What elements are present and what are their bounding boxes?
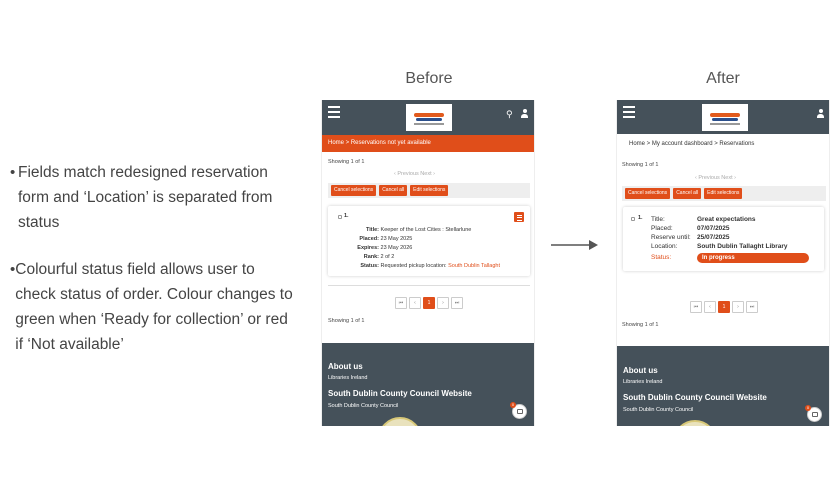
status-badge: In progress [697,253,809,263]
bullet-list [10,160,295,379]
field-label: Location: [651,243,678,250]
footer-council-title[interactable]: South Dublin County Council Website [328,389,472,398]
field-value: 23 May 2025 [380,236,413,242]
prev-page-icon[interactable]: ‹ [704,301,716,313]
bullet-dot: • [10,164,16,181]
footer-libraries-link[interactable]: Libraries Ireland [328,375,368,381]
next-page-icon[interactable]: › [437,297,449,309]
reserve-until-row [651,234,730,241]
footer-council-link[interactable]: South Dublin County Council [623,407,694,413]
hamburger-menu-icon[interactable] [328,106,340,121]
page-number-current[interactable]: 1 [423,297,435,309]
bullet-dot: • [10,261,16,278]
item-number: 1. [638,215,643,221]
chat-icon[interactable] [512,404,527,419]
field-label: Expires: [357,245,379,251]
bullet-text: Fields match redesigned reservation form and ‘Location’ is separated from status [18,164,273,231]
council-seal [378,417,422,426]
select-checkbox[interactable] [338,215,342,219]
chat-badge: 0 [806,405,810,410]
action-bar [328,183,530,198]
placed-row [651,225,730,232]
field-value: Great expectations [697,216,756,223]
app-header [617,100,829,134]
status-text: Requested pickup location: [380,263,447,269]
arrow-right-icon [551,237,599,253]
reservation-card [328,206,530,276]
cancel-all-button[interactable]: Cancel all [379,185,407,196]
divider [328,285,530,286]
hamburger-menu-icon[interactable] [623,106,635,121]
field-value: 07/07/2025 [697,225,730,232]
title-row [651,216,756,223]
edit-selections-button[interactable]: Edit selections [704,188,742,199]
reservation-card [623,207,824,271]
next-page-icon[interactable]: › [732,301,744,313]
footer-council-link[interactable]: South Dublin County Council [328,403,399,409]
last-page-icon[interactable]: ⏭ [451,297,463,309]
field-label: Title: [651,216,665,223]
showing-count-bottom: Showing 1 of 1 [622,322,659,328]
footer-about[interactable]: About us [328,362,363,371]
showing-count: Showing 1 of 1 [328,159,365,165]
pager-prev-next[interactable]: ‹ Previous Next › [695,175,736,181]
placed-row [338,236,412,242]
breadcrumb[interactable]: Home > My account dashboard > Reservations [629,141,755,147]
before-phone-screen [321,100,535,426]
prev-page-icon[interactable]: ‹ [409,297,421,309]
cancel-all-button[interactable]: Cancel all [673,188,701,199]
library-logo[interactable] [702,104,748,131]
edit-selections-button[interactable]: Edit selections [410,185,448,196]
before-heading: Before [405,70,453,87]
user-icon[interactable] [521,109,528,118]
after-heading: After [706,70,740,87]
footer-libraries-link[interactable]: Libraries Ireland [623,379,663,385]
field-label: Title: [365,227,379,233]
search-icon[interactable]: ⚲ [506,109,513,119]
first-page-icon[interactable]: ⏮ [690,301,702,313]
bullet-text: Colourful status field allows user to check status of order. Colour changes to green when ‘Ready for collection’ or red if ‘Not available’ [15,261,293,353]
field-label: Placed: [651,225,673,232]
cancel-selections-button[interactable]: Cancel selections [625,188,670,199]
pagination [690,301,758,313]
site-footer [322,343,535,426]
field-label: Placed: [359,236,379,242]
field-value: 25/07/2025 [697,234,730,241]
location-row [651,243,788,250]
rank-row [338,254,394,260]
item-number: 1. [344,213,349,219]
select-checkbox[interactable] [631,217,635,221]
field-value: Keeper of the Lost Cities : Stellarlune [380,227,472,233]
showing-count: Showing 1 of 1 [622,162,659,168]
cancel-selections-button[interactable]: Cancel selections [331,185,376,196]
action-bar [622,186,826,201]
app-header [322,100,534,135]
field-value: South Dublin Tallaght Library [697,243,788,250]
field-value: 23 May 2026 [380,245,413,251]
field-label: Reserve until: [651,234,691,241]
chat-icon[interactable] [807,407,822,422]
expires-row [338,245,412,251]
status-row [651,253,809,263]
item-menu-button[interactable] [514,212,524,222]
after-phone-screen [616,100,830,426]
showing-count-bottom: Showing 1 of 1 [328,318,365,324]
field-label: Rank: [363,254,379,260]
status-label: Status: [651,254,672,261]
footer-about[interactable]: About us [623,366,658,375]
chat-badge: 0 [511,402,515,407]
title-row [338,227,471,233]
footer-council-title[interactable]: South Dublin County Council Website [623,393,767,402]
pager-prev-next[interactable]: ‹ Previous Next › [394,171,435,177]
site-footer [617,346,830,426]
user-icon[interactable] [817,109,824,118]
breadcrumb[interactable]: Home > Reservations not yet available [322,135,534,152]
field-value: 2 of 2 [380,254,395,260]
first-page-icon[interactable]: ⏮ [395,297,407,309]
status-row [338,263,500,269]
last-page-icon[interactable]: ⏭ [746,301,758,313]
status-location: South Dublin Tallaght [448,263,500,269]
bullet-item [10,160,295,235]
library-logo[interactable] [406,104,452,131]
pagination [395,297,463,309]
status-label: Status: [360,263,379,269]
council-seal [673,420,717,426]
bullet-item [10,257,295,357]
page-number-current[interactable]: 1 [718,301,730,313]
